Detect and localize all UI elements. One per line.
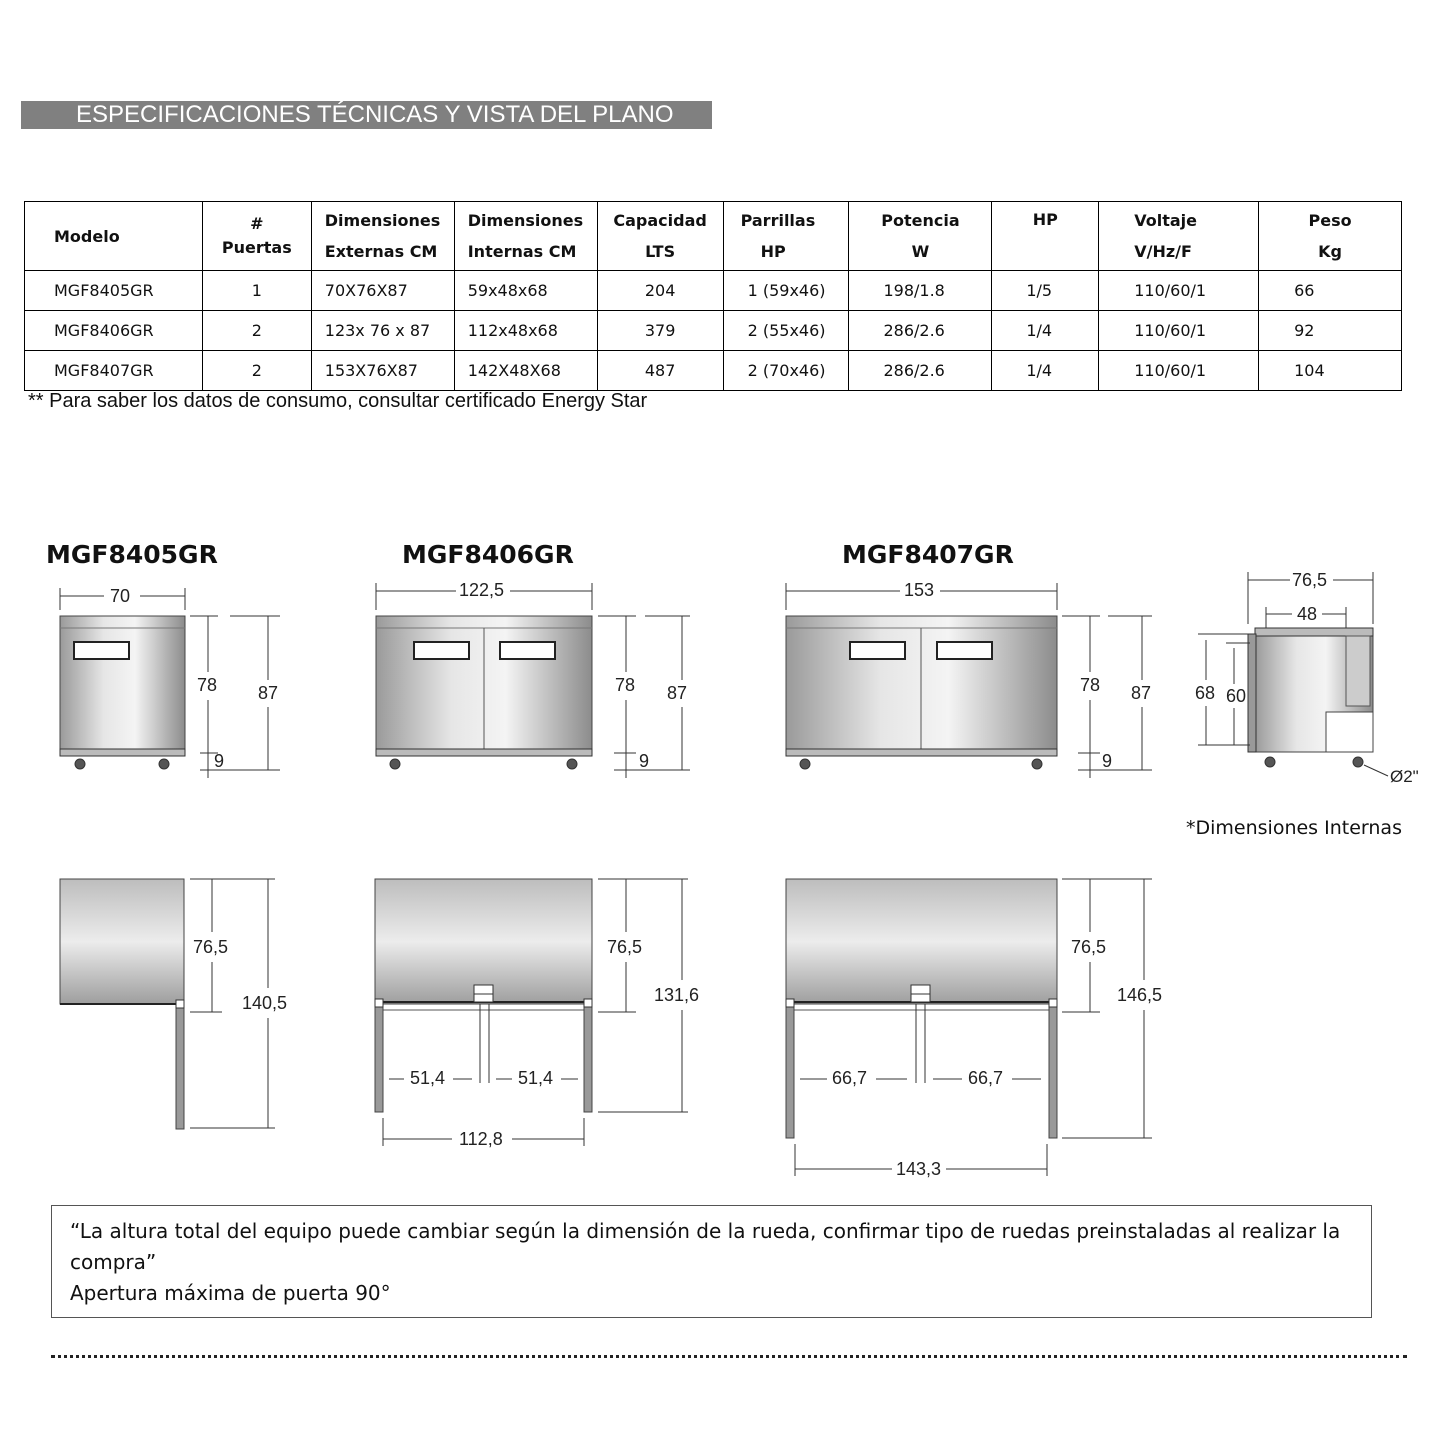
front-view-mgf8406gr bbox=[376, 583, 690, 778]
top-view-mgf8406gr bbox=[375, 879, 688, 1146]
dim-height-body: 78 bbox=[615, 675, 636, 695]
wheel-height-note: “La altura total del equipo puede cambiar según la dimensión de la rueda, confirmar tipo de ruedas preinstaladas al realizar la compra” bbox=[70, 1219, 1341, 1274]
dim-leg: 9 bbox=[1102, 751, 1113, 771]
dim-height-total: 87 bbox=[1131, 683, 1152, 703]
door-opening-note: Apertura máxima de puerta 90° bbox=[70, 1281, 391, 1305]
cell-potencia: 286/2.6 bbox=[849, 311, 992, 351]
drawing-title-mgf8405gr: MGF8405GR bbox=[46, 540, 218, 569]
cell-modelo: MGF8407GR bbox=[25, 351, 203, 391]
dim-height-body: 78 bbox=[1080, 675, 1101, 695]
cell-parrillas: 1 (59x46) bbox=[723, 271, 849, 311]
col-header-potencia: Potencia W bbox=[849, 202, 992, 271]
cell-voltaje: 110/60/1 bbox=[1099, 311, 1259, 351]
drawing-title-mgf8407gr: MGF8407GR bbox=[842, 540, 1014, 569]
cell-modelo: MGF8406GR bbox=[25, 311, 203, 351]
dim-inner-width: 143,3 bbox=[896, 1159, 942, 1179]
cell-capacidad: 204 bbox=[597, 271, 723, 311]
col-header-peso: Peso Kg bbox=[1259, 202, 1402, 271]
dim-height-total: 87 bbox=[667, 683, 688, 703]
internal-dimensions-note: *Dimensiones Internas bbox=[1186, 817, 1402, 839]
energy-star-footnote: ** Para saber los datos de consumo, consultar certificado Energy Star bbox=[28, 390, 648, 412]
cell-capacidad: 379 bbox=[597, 311, 723, 351]
cell-peso: 92 bbox=[1259, 311, 1402, 351]
dim-open-depth: 146,5 bbox=[1117, 985, 1163, 1005]
dim-right-door: 66,7 bbox=[968, 1068, 1004, 1088]
dotted-separator bbox=[51, 1355, 1407, 1358]
drawing-title-mgf8406gr: MGF8406GR bbox=[402, 540, 574, 569]
dim-width: 70 bbox=[110, 586, 131, 606]
cell-hp: 1/4 bbox=[992, 311, 1099, 351]
dim-height-inner: 60 bbox=[1226, 686, 1247, 706]
dim-depth: 76,5 bbox=[1071, 937, 1107, 957]
cell-hp: 1/4 bbox=[992, 351, 1099, 391]
cell-dim-ext: 153X76X87 bbox=[311, 351, 454, 391]
section-view bbox=[1198, 572, 1388, 776]
dim-open-depth: 140,5 bbox=[242, 993, 288, 1013]
dim-outer-depth: 76,5 bbox=[1292, 570, 1328, 590]
cell-potencia: 286/2.6 bbox=[849, 351, 992, 391]
dim-height-outer: 68 bbox=[1195, 683, 1216, 703]
cell-dim-int: 59x48x68 bbox=[454, 271, 597, 311]
cell-voltaje: 110/60/1 bbox=[1099, 351, 1259, 391]
cell-peso: 66 bbox=[1259, 271, 1402, 311]
dim-open-depth: 131,6 bbox=[654, 985, 700, 1005]
dim-left-door: 66,7 bbox=[832, 1068, 868, 1088]
dim-width: 122,5 bbox=[459, 580, 505, 600]
dim-wheel: Ø2" bbox=[1390, 767, 1419, 786]
cell-puertas: 1 bbox=[202, 271, 311, 311]
cell-dim-int: 112x48x68 bbox=[454, 311, 597, 351]
col-header-parrillas: Parrillas HP bbox=[723, 202, 849, 271]
dim-height-total: 87 bbox=[258, 683, 279, 703]
section-title: ESPECIFICACIONES TÉCNICAS Y VISTA DEL PLANO bbox=[21, 101, 712, 129]
col-header-dim-int: Dimensiones Internas CM bbox=[454, 202, 597, 271]
cell-voltaje: 110/60/1 bbox=[1099, 271, 1259, 311]
cell-parrillas: 2 (70x46) bbox=[723, 351, 849, 391]
col-header-hp: HP bbox=[992, 202, 1099, 271]
dim-inner-depth: 48 bbox=[1297, 604, 1318, 624]
cell-puertas: 2 bbox=[202, 351, 311, 391]
dim-leg: 9 bbox=[639, 751, 650, 771]
cell-dim-ext: 70X76X87 bbox=[311, 271, 454, 311]
cell-dim-int: 142X48X68 bbox=[454, 351, 597, 391]
dim-depth: 76,5 bbox=[607, 937, 643, 957]
top-view-mgf8407gr bbox=[786, 879, 1152, 1176]
col-header-dim-ext: Dimensiones Externas CM bbox=[311, 202, 454, 271]
dim-width: 153 bbox=[904, 580, 935, 600]
cell-peso: 104 bbox=[1259, 351, 1402, 391]
cell-hp: 1/5 bbox=[992, 271, 1099, 311]
cell-potencia: 198/1.8 bbox=[849, 271, 992, 311]
cell-parrillas: 2 (55x46) bbox=[723, 311, 849, 351]
dim-leg: 9 bbox=[214, 751, 225, 771]
cell-dim-ext: 123x 76 x 87 bbox=[311, 311, 454, 351]
dim-height-body: 78 bbox=[197, 675, 218, 695]
dim-right-door: 51,4 bbox=[518, 1068, 554, 1088]
dim-depth: 76,5 bbox=[193, 937, 229, 957]
col-header-voltaje: Voltaje V/Hz/F bbox=[1099, 202, 1259, 271]
notes-box bbox=[51, 1205, 1372, 1318]
cell-modelo: MGF8405GR bbox=[25, 271, 203, 311]
col-header-modelo: Modelo bbox=[25, 202, 203, 271]
dim-left-door: 51,4 bbox=[410, 1068, 446, 1088]
col-header-puertas: # Puertas bbox=[202, 202, 311, 271]
col-header-capacidad: Capacidad LTS bbox=[597, 202, 723, 271]
dim-inner-width: 112,8 bbox=[459, 1129, 503, 1149]
cell-capacidad: 487 bbox=[597, 351, 723, 391]
cell-puertas: 2 bbox=[202, 311, 311, 351]
front-view-mgf8405gr bbox=[60, 588, 280, 778]
